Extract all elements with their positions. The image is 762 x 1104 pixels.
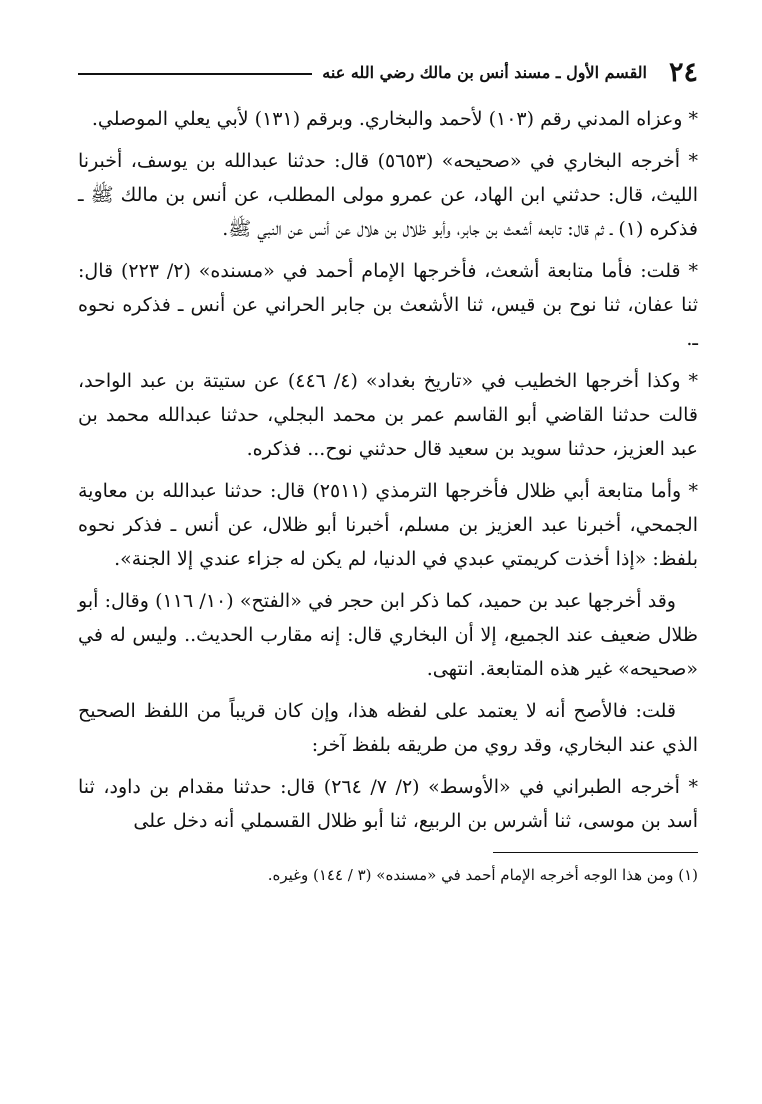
page-header — [78, 52, 698, 92]
paragraph: وقد أخرجها عبد بن حميد، كما ذكر ابن حجر في «الفتح» (١٠/ ١١٦) وقال: أبو ظلال ضعيف عند الجميع، إلا أن البخاري قال: إنه مقارب الحديث.. وليس له في «صحيحه» غير هذه المتابعة. انتهى. — [78, 590, 698, 680]
header-rule — [78, 73, 312, 75]
running-title: القسم الأول ـ مسند أنس بن مالك رضي الله عنه — [322, 62, 647, 82]
page-body — [78, 102, 698, 838]
footnote-separator — [493, 852, 698, 853]
paragraph: * أخرجه البخاري في «صحيحه» (٥٦٥٣) قال: حدثنا عبدالله بن يوسف، أخبرنا الليث، قال: حدثني ابن الهاد، عن عمرو مولى المطلب، عن أنس بن مالك ﷺ ـ فذكره (١) ـ ثم قال: تابعه أشعث بن جابر، وأبو ظلال بن هلال عن أنس عن النبي ﷺ. — [78, 150, 698, 240]
paragraph: * وأما متابعة أبي ظلال فأخرجها الترمذي (٢٥١١) قال: حدثنا عبدالله بن معاوية الجمحي، أخبرنا عبد العزيز بن مسلم، أخبرنا أبو ظلال، عن أنس ـ فذكر نحوه بلفظ: «إذا أخذت كريمتي عبدي في الدنيا، لم يكن له جزاء عندي إلا الجنة». — [78, 480, 698, 570]
paragraph: * أخرجه الطبراني في «الأوسط» (٢/ ٧/ ٢٦٤) قال: حدثنا مقدام بن داود، ثنا أسد بن موسى، ثنا أشرس بن الربيع، ثنا أبو ظلال القسملي أنه دخل على — [78, 776, 698, 832]
footnote: (١) ومن هذا الوجه أخرجه الإمام أحمد في «مسنده» (٣ / ١٤٤) وغيره. — [267, 866, 698, 884]
page-number: ٢٤ — [668, 56, 698, 88]
paragraph: * وكذا أخرجها الخطيب في «تاريخ بغداد» (٤/ ٤٤٦) عن ستيتة بن عبد الواحد، قالت حدثنا القاضي أبو القاسم عمر بن محمد البجلي، حدثنا عبدالله محمد بن عبد العزيز، حدثنا سويد بن سعيد قال حدثني نوح... فذكره. — [78, 370, 698, 460]
paragraph: قلت: فالأصح أنه لا يعتمد على لفظه هذا، وإن كان قريباً من اللفظ الصحيح الذي عند البخاري، وقد روي من طريقه بلفظ آخر: — [78, 700, 698, 756]
paragraph: * قلت: فأما متابعة أشعث، فأخرجها الإمام أحمد في «مسنده» (٢/ ٢٢٣) قال: ثنا عفان، ثنا نوح بن قيس، ثنا الأشعث بن جابر الحراني عن أنس ـ فذكره نحوه ـ. — [78, 260, 698, 350]
book-page — [78, 52, 698, 887]
paragraph: * وعزاه المدني رقم (١٠٣) لأحمد والبخاري. وبرقم (١٣١) لأبي يعلي الموصلي. — [91, 108, 698, 130]
